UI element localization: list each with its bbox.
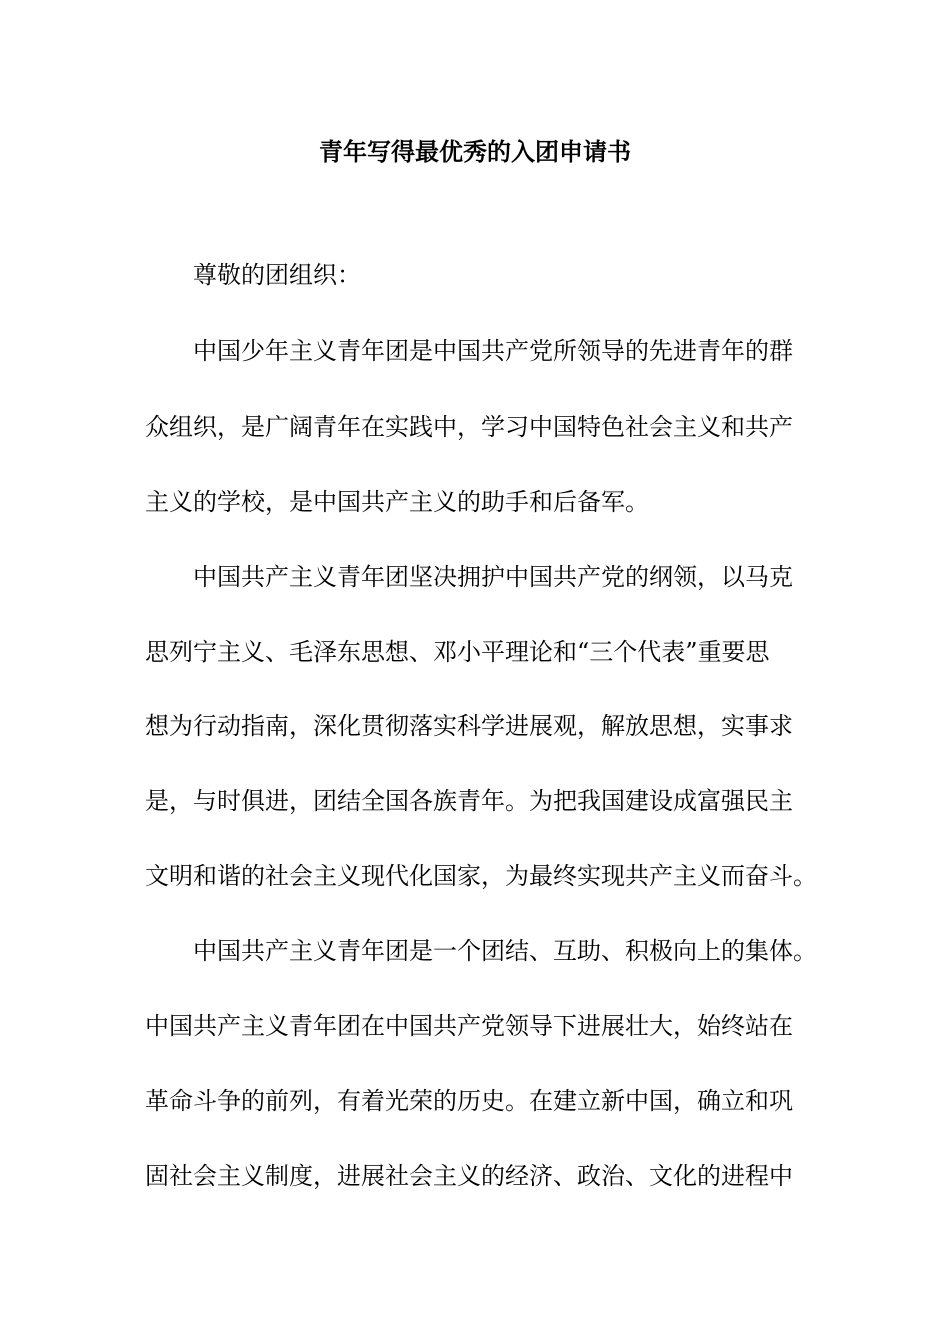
paragraph-line: 主义的学校，是中国共产主义的助手和后备军。 xyxy=(145,488,649,516)
paragraph-line: 中国共产主义青年团坚决拥护中国共产党的纲领，以马克 xyxy=(193,563,793,591)
paragraph-line: 是，与时俱进，团结全国各族青年。为把我国建设成富强民主 xyxy=(145,787,793,815)
salutation: 尊敬的团组织： xyxy=(193,261,361,289)
paragraph-line: 中国少年主义青年团是中国共产党所领导的先进青年的群 xyxy=(193,337,793,365)
paragraph-line: 众组织，是广阔青年在实践中，学习中国特色社会主义和共产 xyxy=(145,413,793,441)
paragraph-line: 中国共产主义青年团在中国共产党领导下进展壮大，始终站在 xyxy=(145,1012,793,1040)
paragraph-line: 固社会主义制度，进展社会主义的经济、政治、文化的进程中 xyxy=(145,1162,793,1190)
paragraph-line: 思列宁主义、毛泽东思想、邓小平理论和“三个代表”重要思 xyxy=(145,638,770,666)
paragraph-line: 革命斗争的前列，有着光荣的历史。在建立新中国，确立和巩 xyxy=(145,1087,793,1115)
paragraph-line: 想为行动指南，深化贯彻落实科学进展观，解放思想，实事求 xyxy=(145,712,793,740)
paragraph-line: 中国共产主义青年团是一个团结、互助、积极向上的集体。 xyxy=(193,937,817,965)
paragraph-line: 文明和谐的社会主义现代化国家，为最终实现共产主义而奋斗。 xyxy=(145,862,817,890)
document-title: 青年写得最优秀的入团申请书 xyxy=(319,137,631,166)
